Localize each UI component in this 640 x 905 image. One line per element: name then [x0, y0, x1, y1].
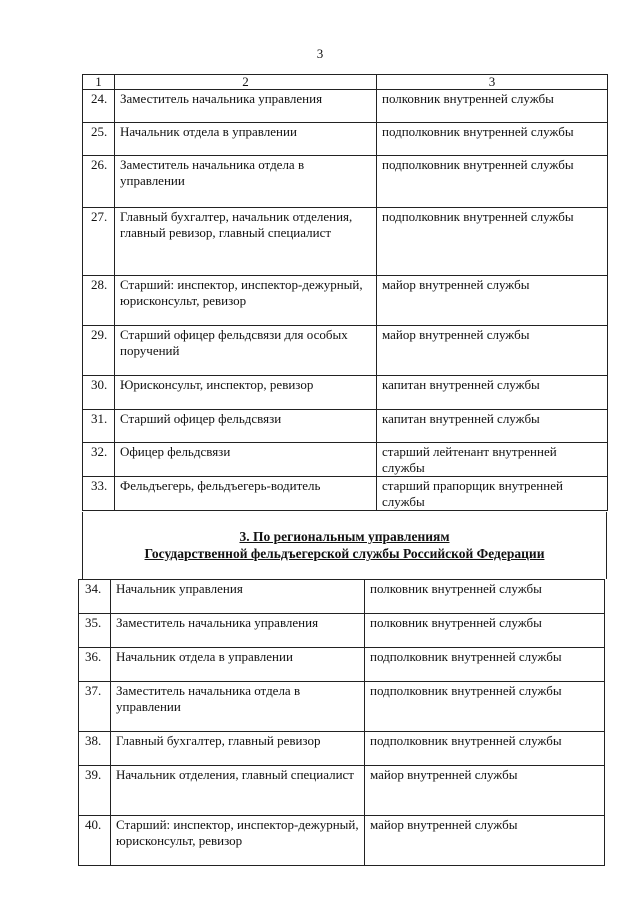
table-row: [79, 732, 605, 766]
row-number: 25.: [83, 123, 115, 156]
positions-table-part1: [82, 74, 608, 511]
row-number: 32.: [83, 443, 115, 477]
table-row: [83, 477, 608, 511]
table-row: [79, 816, 605, 866]
header-col-2: 2: [115, 75, 377, 90]
header-col-1: 1: [83, 75, 115, 90]
rank-cell: подполковник внутренней службы: [377, 123, 608, 156]
rank-cell: старший лейтенант внутренней службы: [377, 443, 608, 477]
table-row: [79, 766, 605, 816]
position-cell: Старший офицер фельдсвязи: [115, 410, 377, 443]
rank-cell: майор внутренней службы: [377, 326, 608, 376]
position-cell: Старший: инспектор, инспектор-дежурный, юрисконсульт, ревизор: [111, 816, 365, 866]
position-cell: Фельдъегерь, фельдъегерь-водитель: [115, 477, 377, 511]
row-number: 27.: [83, 208, 115, 276]
section-heading: [82, 512, 607, 579]
position-cell: Юрисконсульт, инспектор, ревизор: [115, 376, 377, 410]
table-row: [83, 376, 608, 410]
position-cell: Главный бухгалтер, главный ревизор: [111, 732, 365, 766]
position-cell: Начальник отдела в управлении: [111, 648, 365, 682]
row-number: 39.: [79, 766, 111, 816]
row-number: 38.: [79, 732, 111, 766]
rank-cell: майор внутренней службы: [365, 766, 605, 816]
row-number: 33.: [83, 477, 115, 511]
table-row: [83, 276, 608, 326]
position-cell: Офицер фельдсвязи: [115, 443, 377, 477]
position-cell: Старший офицер фельдсвязи для особых поручений: [115, 326, 377, 376]
position-cell: Начальник отдела в управлении: [115, 123, 377, 156]
page-number: 3: [316, 46, 324, 61]
table-row: [83, 156, 608, 208]
row-number: 24.: [83, 90, 115, 123]
position-cell: Старший: инспектор, инспектор-дежурный, юрисконсульт, ревизор: [115, 276, 377, 326]
table-row: [83, 443, 608, 477]
row-number: 37.: [79, 682, 111, 732]
table-row: [79, 648, 605, 682]
position-cell: Заместитель начальника отдела в управлении: [115, 156, 377, 208]
table-row: [79, 614, 605, 648]
row-number: 34.: [79, 580, 111, 614]
position-cell: Заместитель начальника отдела в управлении: [111, 682, 365, 732]
row-number: 26.: [83, 156, 115, 208]
rank-cell: полковник внутренней службы: [377, 90, 608, 123]
positions-table-part2: [78, 579, 605, 866]
table-row: [79, 580, 605, 614]
table-row: [83, 410, 608, 443]
table-row: [83, 326, 608, 376]
position-cell: Начальник управления: [111, 580, 365, 614]
rank-cell: подполковник внутренней службы: [365, 732, 605, 766]
table-header-row: [83, 75, 608, 90]
row-number: 35.: [79, 614, 111, 648]
rank-cell: майор внутренней службы: [377, 276, 608, 326]
rank-cell: старший прапорщик внутренней службы: [377, 477, 608, 511]
row-number: 31.: [83, 410, 115, 443]
section-title-line2: Государственной фельдъегерской службы Российской Федерации: [144, 546, 545, 561]
header-col-3: 3: [377, 75, 608, 90]
row-number: 30.: [83, 376, 115, 410]
table-row: [83, 123, 608, 156]
rank-cell: майор внутренней службы: [365, 816, 605, 866]
row-number: 28.: [83, 276, 115, 326]
table-row: [79, 682, 605, 732]
rank-cell: капитан внутренней службы: [377, 410, 608, 443]
rank-cell: полковник внутренней службы: [365, 580, 605, 614]
position-cell: Главный бухгалтер, начальник отделения, главный ревизор, главный специалист: [115, 208, 377, 276]
rank-cell: подполковник внутренней службы: [377, 208, 608, 276]
row-number: 36.: [79, 648, 111, 682]
rank-cell: подполковник внутренней службы: [377, 156, 608, 208]
row-number: 40.: [79, 816, 111, 866]
rank-cell: полковник внутренней службы: [365, 614, 605, 648]
position-cell: Заместитель начальника управления: [111, 614, 365, 648]
rank-cell: подполковник внутренней службы: [365, 648, 605, 682]
rank-cell: капитан внутренней службы: [377, 376, 608, 410]
table-row: [83, 90, 608, 123]
position-cell: Заместитель начальника управления: [115, 90, 377, 123]
row-number: 29.: [83, 326, 115, 376]
table-row: [83, 208, 608, 276]
position-cell: Начальник отделения, главный специалист: [111, 766, 365, 816]
rank-cell: подполковник внутренней службы: [365, 682, 605, 732]
section-title-line1: 3. По региональным управлениям: [239, 529, 450, 544]
